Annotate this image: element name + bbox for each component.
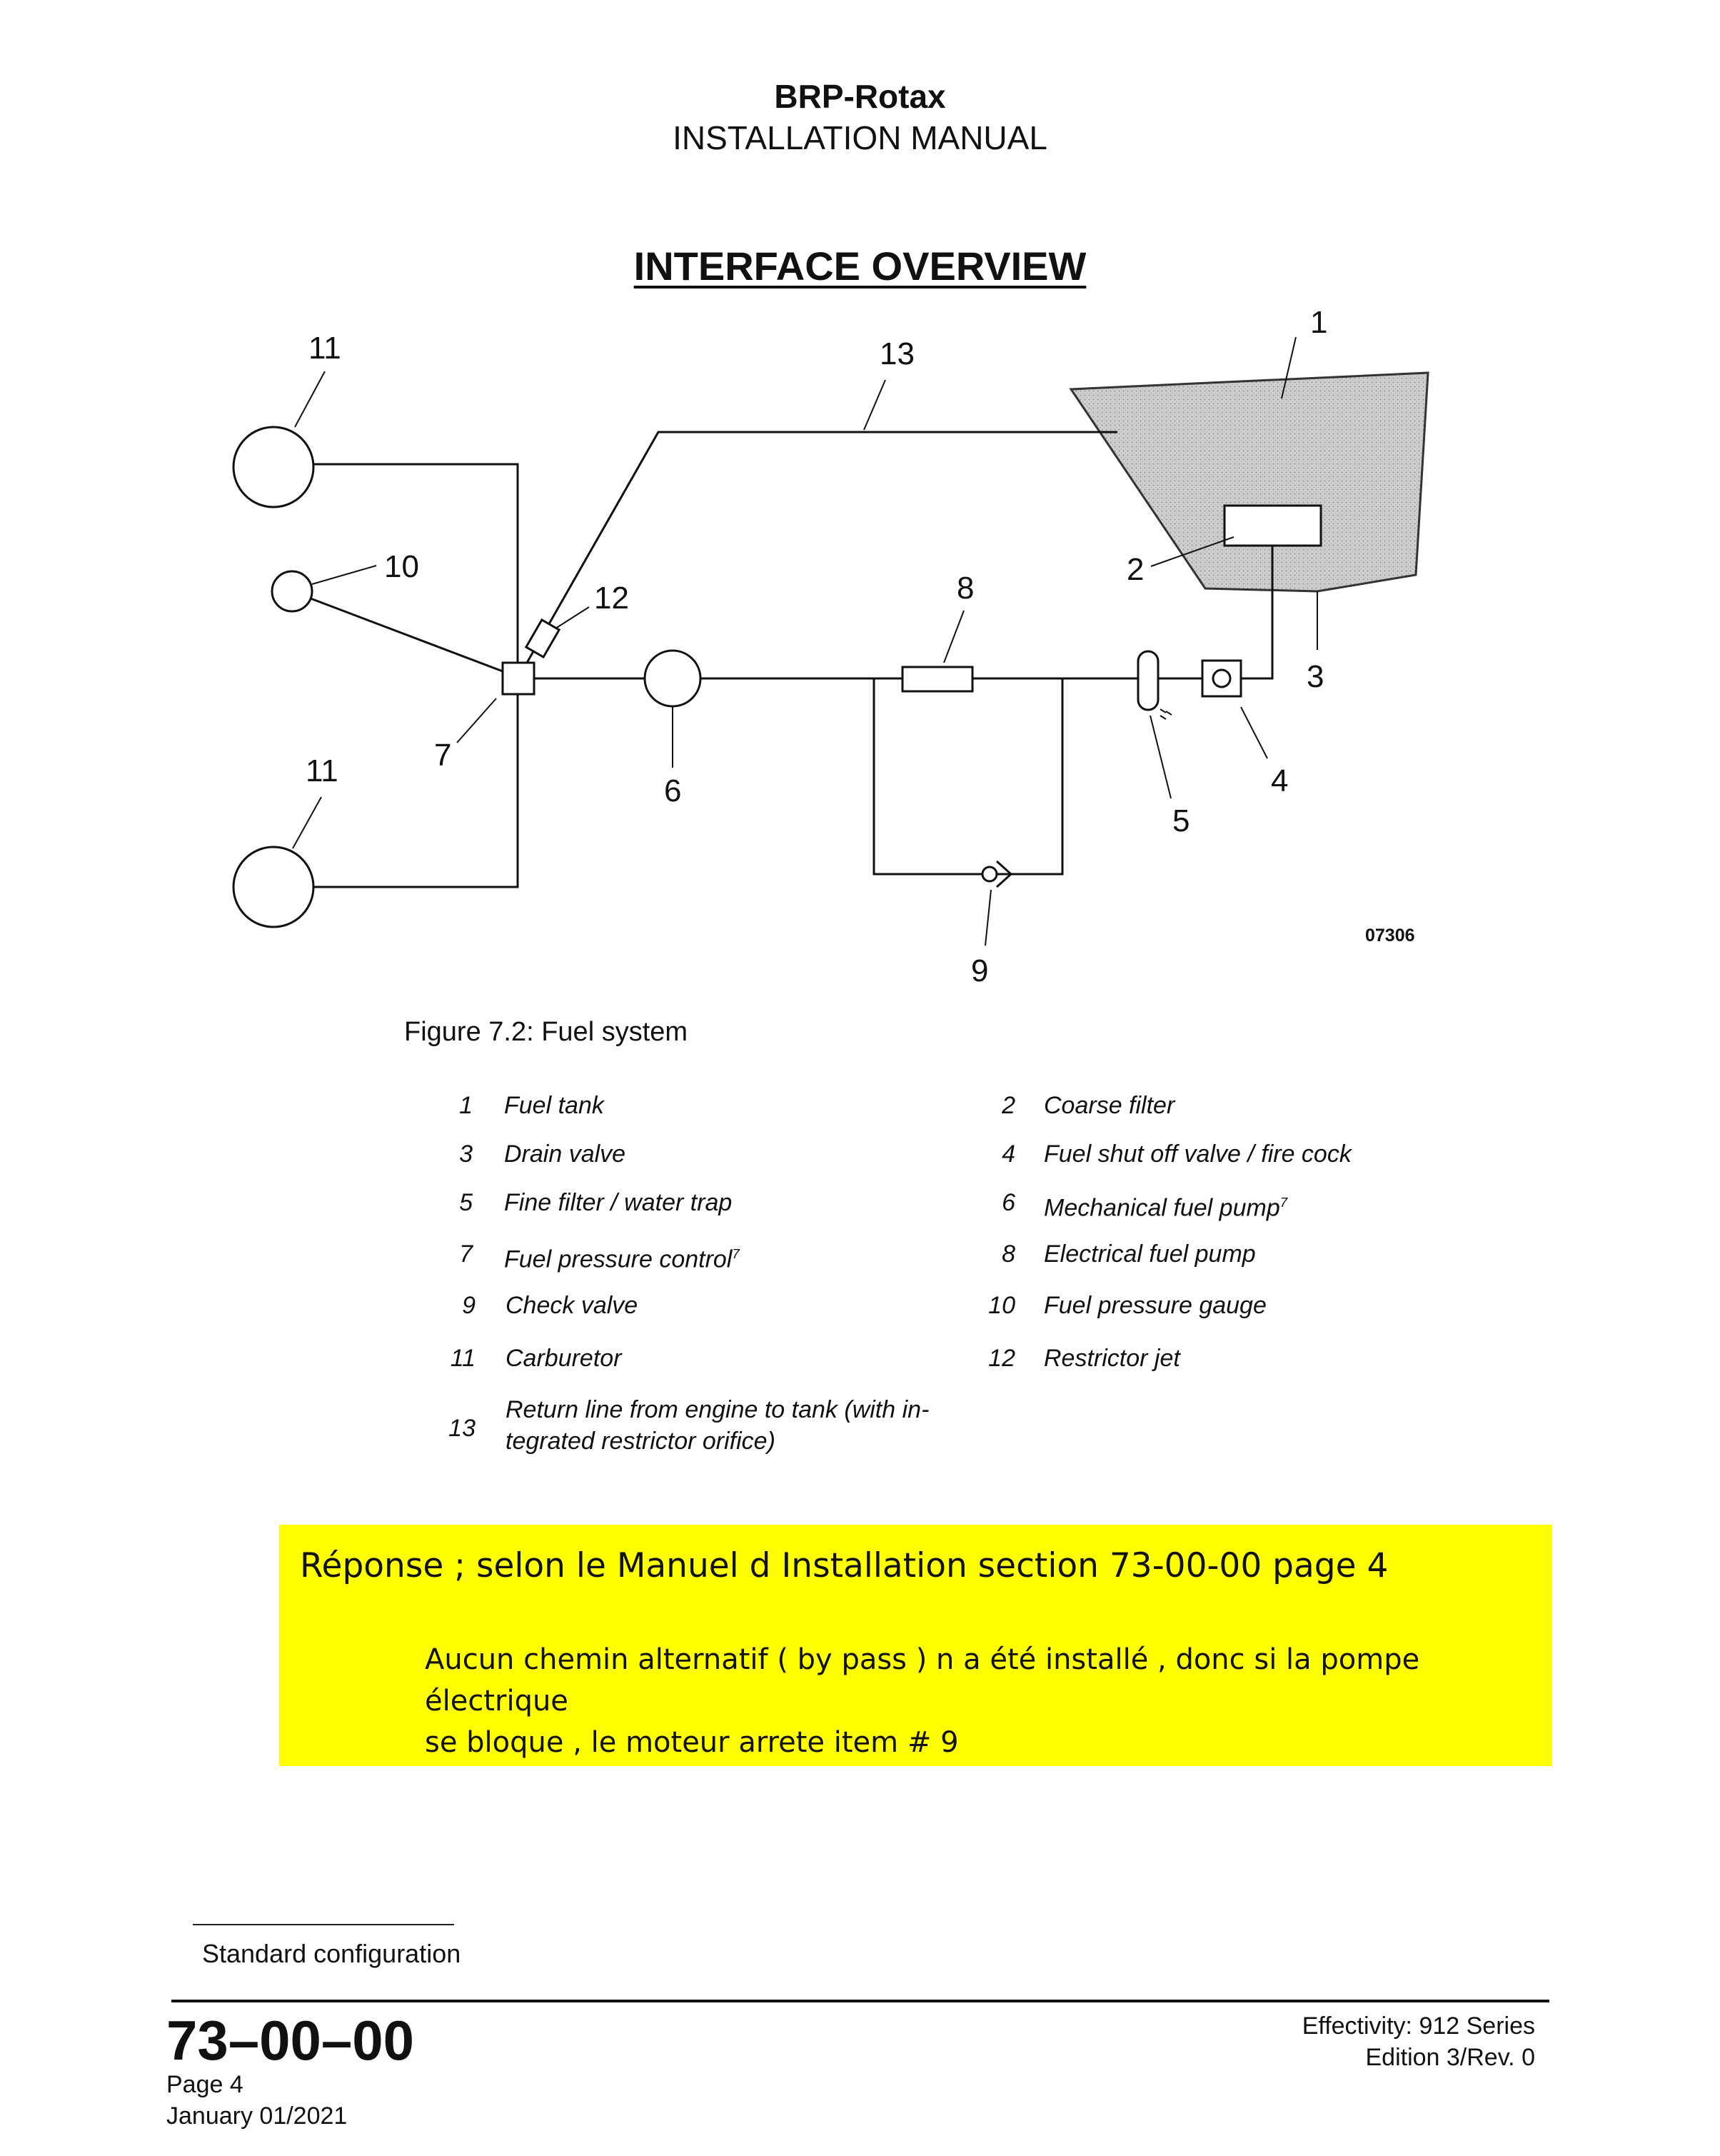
carburetor-upper xyxy=(233,427,313,507)
fuel-shut-off-valve xyxy=(1202,661,1241,696)
legend-num: 10 xyxy=(988,1292,1015,1319)
legend-text: Return line from engine to tank (with in- xyxy=(506,1396,930,1423)
legend-text xyxy=(1044,1187,1287,1223)
answer-title: Réponse ; selon le Manuel d Installation section 73-00-00 page 4 xyxy=(300,1546,1389,1585)
legend-num: 12 xyxy=(988,1345,1015,1372)
callout-5: 5 xyxy=(1172,803,1190,838)
footnote-divider xyxy=(193,1924,454,1925)
legend-text xyxy=(504,1238,740,1275)
legend-text: Check valve xyxy=(506,1292,638,1319)
coarse-filter xyxy=(1224,506,1321,546)
legend-num: 5 xyxy=(459,1189,473,1216)
legend-text: Coarse filter xyxy=(1044,1092,1175,1119)
legend-num: 2 xyxy=(1002,1092,1015,1119)
carburetor-line-lower xyxy=(313,694,518,887)
legend-num: 1 xyxy=(459,1092,473,1119)
callout-2: 2 xyxy=(1127,552,1145,587)
legend-num: 8 xyxy=(1002,1240,1015,1268)
footnote-mark: 7 xyxy=(1279,1195,1288,1210)
fuel-tank xyxy=(1071,373,1428,591)
restrictor-jet xyxy=(526,620,559,657)
footnote-mark: 7 xyxy=(732,1246,740,1261)
legend-num: 13 xyxy=(448,1415,476,1442)
callout-8: 8 xyxy=(957,571,975,606)
section-title xyxy=(0,243,1720,289)
legend-num: 7 xyxy=(459,1240,473,1268)
legend-num: 9 xyxy=(462,1292,476,1319)
return-line xyxy=(527,432,1117,663)
answer-body xyxy=(425,1639,1539,1763)
legend-text: Fine filter / water trap xyxy=(504,1189,733,1216)
footer-divider xyxy=(171,2000,1549,2002)
header-manual-title: INSTALLATION MANUAL xyxy=(673,119,1047,156)
legend-text: Fuel pressure gauge xyxy=(1044,1292,1267,1319)
doc-date: January 01/2021 xyxy=(166,2102,348,2130)
section-title-text: INTERFACE OVERVIEW xyxy=(633,244,1087,289)
legend-text-main: Fuel pressure control xyxy=(504,1245,733,1273)
fuel-pressure-control xyxy=(503,663,534,694)
fuel-pressure-gauge xyxy=(272,571,312,611)
callout-7: 7 xyxy=(434,738,452,773)
bypass-line xyxy=(874,678,1062,874)
callout-11-lower: 11 xyxy=(306,753,338,788)
effectivity: Effectivity: 912 Series xyxy=(1302,2012,1535,2040)
answer-highlight-box xyxy=(279,1525,1552,1766)
callout-4: 4 xyxy=(1271,763,1289,798)
drawing-code: 07306 xyxy=(1365,926,1415,946)
legend-num: 6 xyxy=(1002,1189,1015,1216)
legend-text: Fuel tank xyxy=(504,1092,604,1119)
legend-text: Fuel shut off valve / fire cock xyxy=(1044,1140,1352,1168)
fuel-system-diagram xyxy=(0,286,1720,1000)
edition: Edition 3/Rev. 0 xyxy=(1365,2044,1535,2071)
fine-filter xyxy=(1138,651,1158,710)
legend-text-main: Mechanical fuel pump xyxy=(1044,1194,1280,1222)
carburetor-lower xyxy=(233,847,313,927)
callout-6: 6 xyxy=(664,773,682,808)
header-company: BRP-Rotax xyxy=(774,78,946,115)
legend-num: 4 xyxy=(1002,1140,1015,1168)
legend-text: Electrical fuel pump xyxy=(1044,1240,1256,1268)
callout-12: 12 xyxy=(594,581,629,616)
answer-line-1: Aucun chemin alternatif ( by pass ) n a été installé , donc si la pompe électrique xyxy=(425,1643,1420,1718)
footnote: Standard configuration xyxy=(202,1939,461,1968)
answer-line-2: se bloque , le moteur arrete item # 9 xyxy=(425,1726,959,1759)
doc-number: 73–00–00 xyxy=(166,2009,415,2072)
electrical-fuel-pump xyxy=(902,667,972,691)
mechanical-fuel-pump xyxy=(645,651,700,706)
legend-num: 3 xyxy=(459,1140,473,1168)
legend-text: Restrictor jet xyxy=(1044,1345,1180,1372)
callout-9: 9 xyxy=(971,953,989,988)
callout-13: 13 xyxy=(880,336,915,371)
figure-caption: Figure 7.2: Fuel system xyxy=(404,1017,688,1047)
callout-3: 3 xyxy=(1307,659,1324,694)
legend-text-continued: tegrated restrictor orifice) xyxy=(506,1428,775,1455)
legend-num: 11 xyxy=(450,1345,476,1372)
page-number: Page 4 xyxy=(166,2071,243,2098)
callout-11-upper: 11 xyxy=(308,331,341,366)
legend-text: Carburetor xyxy=(506,1345,622,1372)
callout-1: 1 xyxy=(1310,305,1328,340)
legend-text: Drain valve xyxy=(504,1140,626,1168)
callout-10: 10 xyxy=(384,549,419,584)
